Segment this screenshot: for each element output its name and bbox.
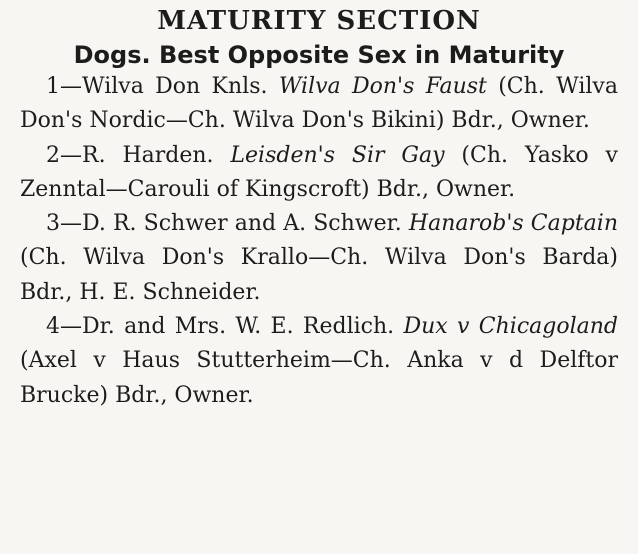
entry-place: 4	[46, 314, 60, 340]
entry-3: 3—D. R. Schwer and A. Schwer. Hanarob's Captain (Ch. Wilva Don's Krallo—Ch. Wilva Don's Barda) Bdr., H. E. Schneider.	[20, 211, 618, 305]
entry-dog-name: Leisden's Sir Gay	[230, 142, 445, 168]
entry-1: 1—Wilva Don Knls. Wilva Don's Faust (Ch. Wilva Don's Nordic—Ch. Wilva Don's Bikini) Bdr., Owner.	[20, 74, 618, 134]
entry-4: 4—Dr. and Mrs. W. E. Redlich. Dux v Chicagoland (Axel v Haus Stutterheim—Ch. Anka v d Delftor Brucke) Bdr., Owner.	[20, 314, 619, 408]
entry-2: 2—R. Harden. Leisden's Sir Gay (Ch. Yasko v Zenntal—Carouli of Kingscroft) Bdr., Owner.	[20, 142, 618, 202]
entry-owner: Wilva Don Knls.	[82, 74, 268, 99]
entry-pedigree: (Ch. Wilva Don's Nordic—Ch. Wilva Don's Bikini) Bdr., Owner.	[20, 74, 618, 134]
entry-owner: R. Harden.	[82, 142, 214, 168]
entries-list	[20, 70, 618, 413]
entry-place: 2	[46, 142, 60, 168]
section-title: MATURITY SECTION	[157, 6, 481, 36]
entry-owner: D. R. Schwer and A. Schwer.	[82, 211, 402, 237]
entry-place: 1	[46, 74, 60, 99]
entry-pedigree: (Ch. Wilva Don's Krallo—Ch. Wilva Don's Barda) Bdr., H. E. Schneider.	[20, 245, 618, 305]
entry-pedigree: (Axel v Haus Stutterheim—Ch. Anka v d Delftor Brucke) Bdr., Owner.	[20, 348, 618, 408]
entry-dog-name: Wilva Don's Faust	[278, 74, 487, 99]
entry-owner: Dr. and Mrs. W. E. Redlich.	[82, 314, 395, 340]
entry-place: 3	[46, 211, 60, 237]
entry-dog-name: Hanarob's Captain	[408, 211, 618, 237]
entry-pedigree: (Ch. Yasko v Zenntal—Carouli of Kingscroft) Bdr., Owner.	[20, 142, 618, 202]
entry-dog-name: Dux v Chicagoland	[403, 314, 619, 340]
section-subtitle: Dogs. Best Opposite Sex in Maturity	[73, 41, 565, 69]
